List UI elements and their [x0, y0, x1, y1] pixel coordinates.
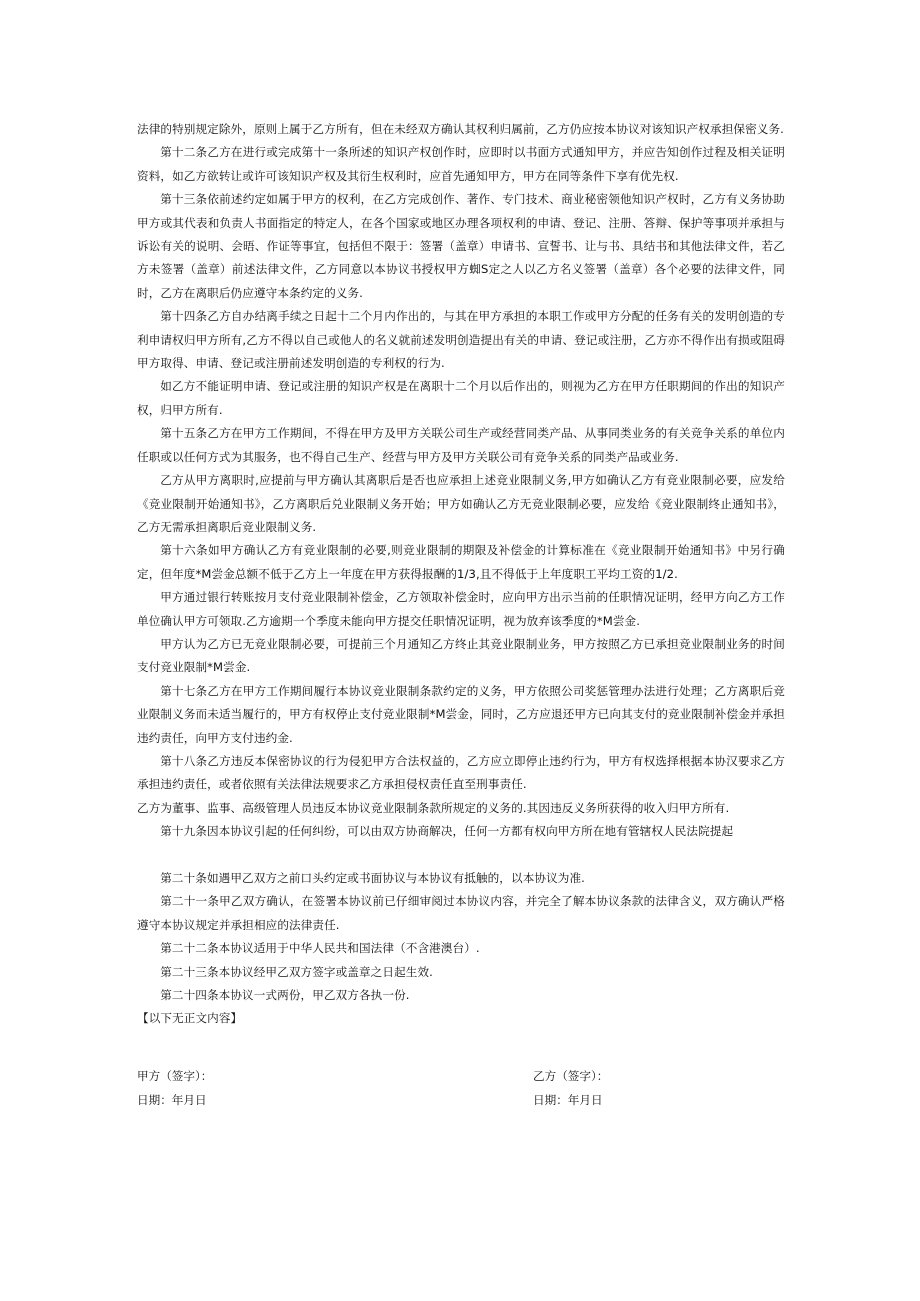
article-15: 第十五条乙方在甲方工作期间，不得在甲方及甲方关联公司生产或经营同类产品、从事同类业务的有关竞争关系的单位内任职或以任何方式为其服务，也不得自己生产、经营与甲方及甲方关联公司有竞争关系的同类产品或业务.	[137, 426, 785, 464]
article-24: 第二十四条本协议一式两份，甲乙双方各执一份.	[160, 988, 410, 1003]
agreement-body	[137, 118, 785, 1031]
article-20: 第二十条如遇甲乙双方之前口头约定或书面协议与本协议有抵触的，以本协议为准.	[160, 870, 585, 885]
article-13: 第十三条依前述约定如属于甲方的权利，在乙方完成创作、著作、专门技术、商业秘密领他知识产权时，乙方有义务协助甲方或其代表和负责人书面指定的特定人，在各个国家或地区办理各项权利的申请、登记、注册、答辩、保护等事项并承担与诉讼有关的说明、会晤、作证等事宜，包括但不限于：签署（盖章）申请书、宣誓书、让与书、具结书和其他法律文件，若乙方未签署（盖章）前述法律文件，乙方同意以本协议书授权甲方蜘S定之人以乙方名义签署（盖章）各个必要的法律文件，同时，乙方在离职后仍应遵守本条约定的义务.	[137, 192, 785, 300]
article-23: 第二十三条本协议经甲乙双方签字或盖章之日起生效.	[160, 964, 433, 979]
article-16-payment: 甲方通过银行转账按月支付竞业限制补偿金，乙方领取补偿金时，应向甲方出示当前的任职情况证明，经甲方向乙方工作单位确认甲方可领取.乙方逾期一个季度未能向甲方提交任职情况证明，视为放弃该季度的*M尝金.	[137, 590, 785, 628]
article-16: 第十六条如甲方确认乙方有竞业限制的必要,则竞业限制的期限及补偿金的计算标准在《竞业限制开始通知书》中另行确定，但年度*M尝金总额不低于乙方上一年度在甲方获得报酬的1/3,且不得低于上年度职工平均工资的1/2.	[137, 543, 785, 581]
article-18: 第十八条乙方违反本保密协议的行为侵犯甲方合法权益的，乙方应立即停止违约行为，甲方有权选择根据本协汉要求乙方承担违约责任，或者依照有关法律法规要求乙方承担侵权责任直至刑事责任.	[137, 753, 785, 792]
party-b-signature-label: 乙方（签字）：	[533, 1069, 609, 1083]
party-a-date-label: 日期：年月日	[137, 1093, 207, 1107]
paragraph-continuation: 法律的特别规定除外，原则上属于乙方所有，但在未经双方确认其权利归属前，乙方仍应按本协议对该知识产权承担保密义务.	[137, 122, 784, 136]
party-a-signature-label: 甲方（签字）：	[137, 1069, 213, 1083]
article-19: 第十九条因本协议引起的任何纠纷，可以由双方协商解决，任何一方都有权向甲方所在地有管辖权人民法院提起	[160, 824, 734, 839]
article-14: 第十四条乙方自办结离手续之日起十二个月内作出的，与其在甲方承担的本职工作或甲方分配的任务有关的发明创造的专利申请权归甲方所有,乙方不得以自己或他人的名义就前述发明创造提出有关的申请、登记或注册，乙方亦不得作出有损或阻碍甲方取得、申请、登记或注册前述发明创造的专利权的行为.	[137, 309, 785, 371]
article-17: 第十七条乙方在甲方工作期间履行本协议竞业限制条款约定的义务，甲方依照公司奖惩管理办法进行处理；乙方离职后竞业限制义务而未适当履行的，甲方有权停止支付竞业限制*M尝金，同时，乙方应退还甲方已向其支付的竞业限制补偿金并承担违约责任，向甲方支付违约金.	[137, 683, 785, 745]
article-12: 第十二条乙方在进行或完成第十一条所述的知识产权创作时，应即时以书面方式通知甲方，并应告知创作过程及相关证明资料，如乙方欲转让或许可该知识产权及其衍生权利时，应首先通知甲方，甲方在同等条件下享有优先权.	[137, 145, 785, 183]
article-22: 第二十二条本协议适用于中华人民共和国法律（不含港澳台）.	[160, 941, 480, 956]
article-15-supplement: 乙方从甲方离职时,应提前与甲方确认其离职后是否也应承担上述竞业限制义务,甲方如确认乙方有竞业限制必要，应发给《竞业限制开始通知书》，乙方离职后兑业限制义务开始；甲方如确认乙方无竞业限制必要，应发给《竞业限制终止通知书》，乙方无需承担离职后竞业限制义务.	[137, 473, 785, 534]
article-14-supplement: 如乙方不能证明申请、登记或注册的知识产权是在离职十二个月以后作出的，则视为乙方在甲方任职期间的作出的知识产权，归甲方所有.	[137, 379, 785, 417]
article-16-termination: 甲方认为乙方已无竞业限制必要，可提前三个月通知乙方终止其竞业限制业务，甲方按照乙方已承担竞业限制业务的时间支付竞业限制*M尝金.	[137, 636, 785, 675]
end-of-text-marker: 【以下无正文内容】	[137, 1011, 243, 1026]
article-21: 第二十一条甲乙双方确认，在签署本协议前已仔细审阅过本协议内容，并完全了解本协议条款的法律含义，双方确认严格遵守本协议规定并承担相应的法律责任.	[137, 894, 785, 932]
party-b-date-label: 日期：年月日	[533, 1093, 603, 1107]
article-18-supplement: 乙方为董事、监事、高级管理人员违反本协议竞业限制条款所规定的义务的.其因违反义务所获得的收入归甲方所有.	[137, 800, 730, 815]
